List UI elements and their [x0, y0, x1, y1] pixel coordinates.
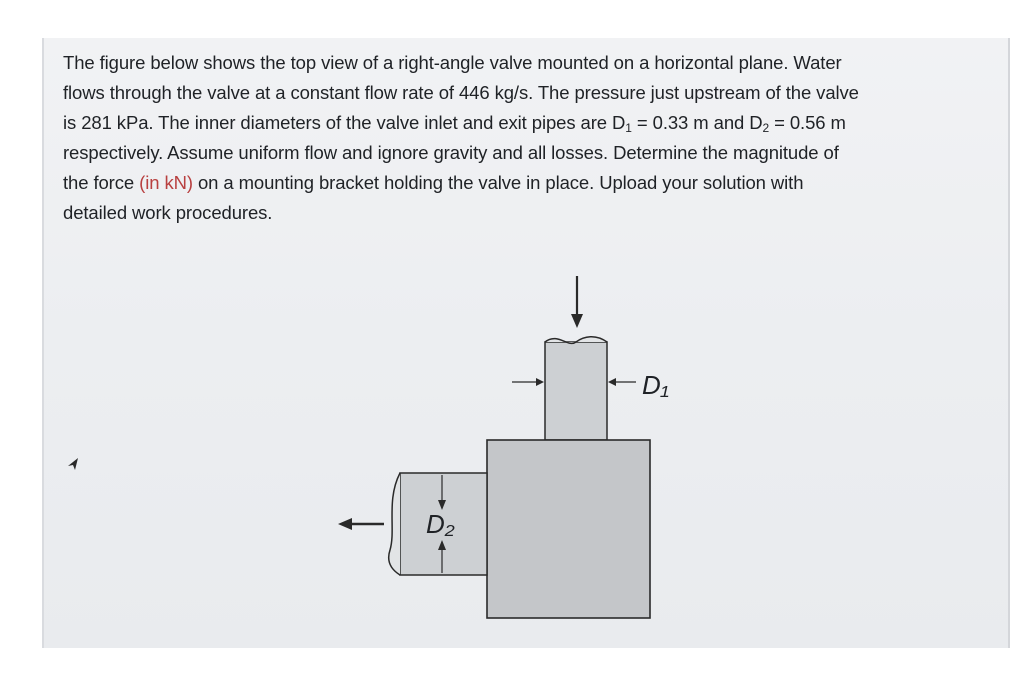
inlet-pipe — [545, 337, 607, 440]
problem-line-3-mid: = 0.33 m and D — [631, 112, 763, 133]
problem-line-2: flows through the valve at a constant flow rate of 446 kg/s. The pressure just upstream of the valve — [63, 82, 859, 103]
problem-line-6: detailed work procedures. — [63, 202, 273, 223]
problem-line-4: respectively. Assume uniform flow and ignore gravity and all losses. Determine the magnitude of — [63, 142, 839, 163]
outlet-flow-arrow — [338, 518, 384, 530]
units-highlight: (in kN) — [139, 172, 193, 193]
mouse-cursor-icon — [66, 456, 82, 474]
problem-statement — [63, 48, 993, 228]
problem-line-3-pre: is 281 kPa. The inner diameters of the valve inlet and exit pipes are D — [63, 112, 626, 133]
d1-label: D₁ — [642, 370, 669, 400]
d1-subscript: 1 — [625, 121, 632, 135]
problem-line-1: The figure below shows the top view of a right-angle valve mounted on a horizontal plane. Water — [63, 52, 842, 73]
problem-line-5-pre: the force — [63, 172, 140, 193]
problem-line-5-post: on a mounting bracket holding the valve in place. Upload your solution with — [192, 172, 804, 193]
problem-line-5 — [63, 168, 993, 198]
d2-label: D₂ — [426, 509, 455, 539]
valve-figure — [320, 270, 720, 630]
problem-line-3 — [63, 108, 993, 138]
d2-subscript: 2 — [762, 121, 770, 135]
valve-body — [487, 440, 650, 618]
problem-line-3-post: = 0.56 m — [769, 112, 846, 133]
inlet-flow-arrow — [571, 276, 583, 328]
